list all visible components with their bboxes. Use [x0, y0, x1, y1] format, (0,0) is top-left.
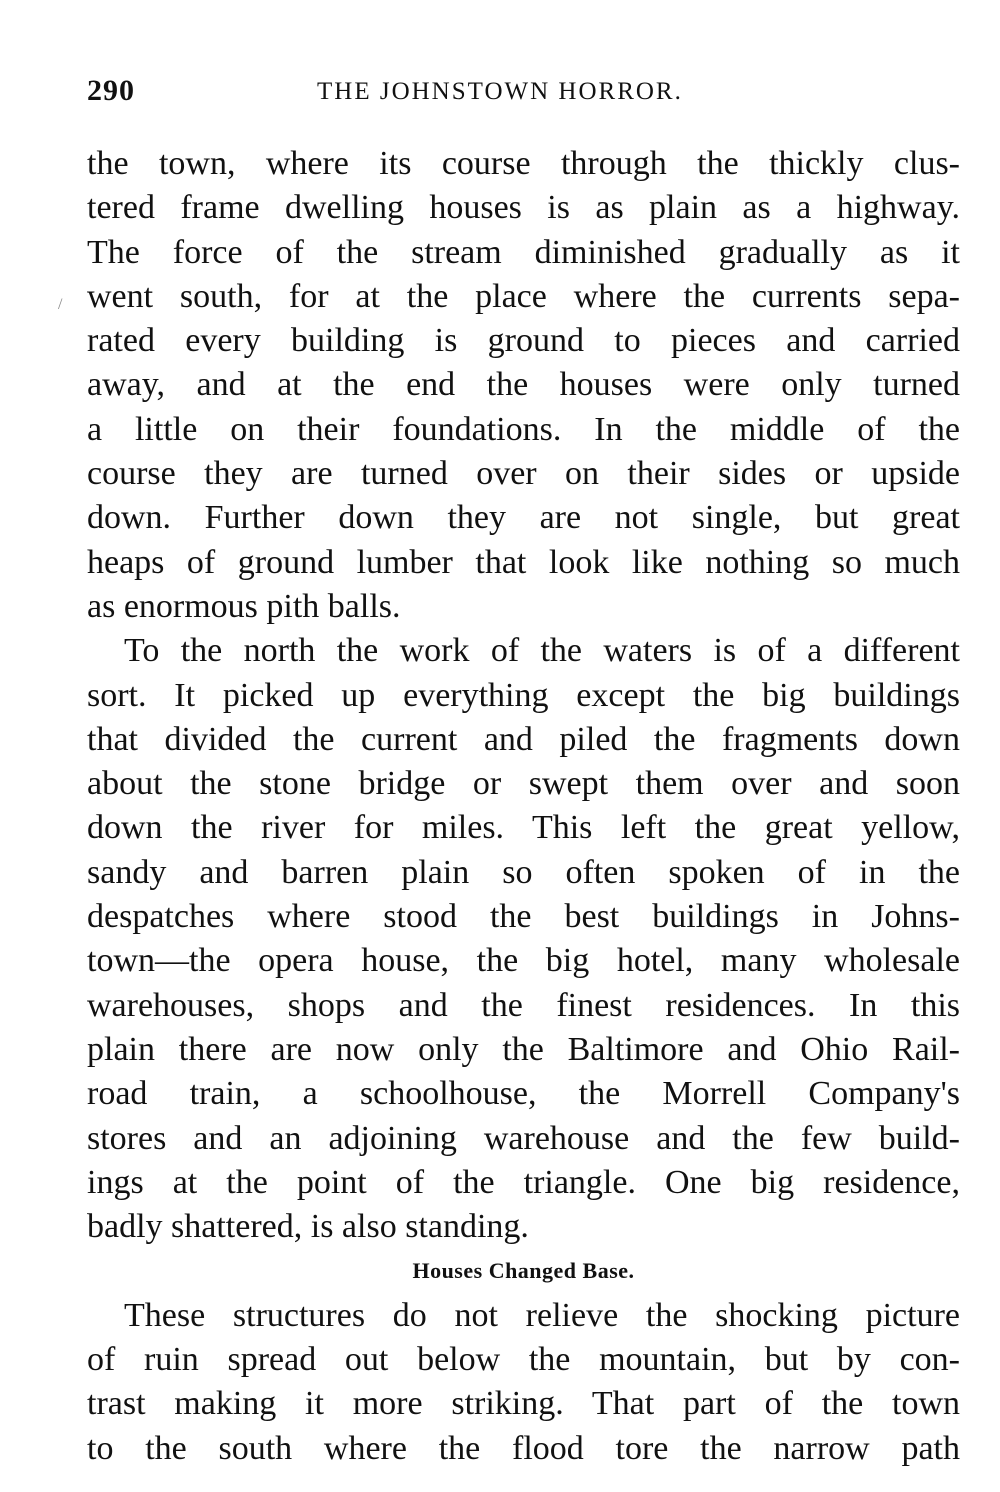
text-line: To the north the work of the waters is of a different — [124, 632, 960, 670]
text-line: a little on their foundations. In the middle of the — [87, 410, 960, 448]
text-line: about the stone bridge or swept them over and soon — [87, 765, 960, 803]
text-line: The force of the stream diminished gradually as it — [87, 233, 960, 271]
text-line: sandy and barren plain so often spoken of in the — [87, 853, 960, 891]
text-line: away, and at the end the houses were only turned — [87, 366, 960, 404]
body-text — [87, 142, 960, 1471]
text-line: heaps of ground lumber that look like nothing so much — [87, 543, 960, 581]
running-head — [87, 74, 960, 114]
text-line: despatches where stood the best buildings in Johns- — [87, 898, 960, 936]
text-line: as enormous pith balls. — [87, 587, 401, 625]
text-line: down the river for miles. This left the great yellow, — [87, 809, 960, 847]
page-number: 290 — [87, 74, 135, 107]
book-title: THE JOHNSTOWN HORROR. — [317, 78, 683, 105]
text-line: down. Further down they are not single, but great — [87, 499, 960, 537]
text-line: trast making it more striking. That part of the town — [87, 1385, 960, 1423]
text-line: rated every building is ground to pieces and carried — [87, 322, 960, 360]
text-line: These structures do not relieve the shocking picture — [124, 1296, 960, 1334]
text-line: ings at the point of the triangle. One big residence, — [87, 1163, 960, 1201]
paragraph-1 — [87, 142, 960, 629]
paragraph-2 — [87, 629, 960, 1249]
text-line: tered frame dwelling houses is as plain as a highway. — [87, 189, 960, 227]
text-line: the town, where its course through the thickly clus- — [87, 145, 960, 182]
text-line: stores and an adjoining warehouse and the few build- — [87, 1119, 960, 1157]
text-line: that divided the current and piled the fragments down — [87, 720, 960, 758]
paragraph-3 — [87, 1294, 960, 1471]
text-line: town—the opera house, the big hotel, many wholesale — [87, 942, 960, 980]
text-line: course they are turned over on their sides or upside — [87, 455, 960, 493]
text-line: sort. It picked up everything except the big buildings — [87, 676, 960, 714]
text-line: warehouses, shops and the finest residences. In this — [87, 986, 960, 1024]
text-line: to the south where the flood tore the narrow path — [87, 1429, 960, 1467]
text-line: went south, for at the place where the currents sepa- — [87, 277, 960, 315]
text-line: badly shattered, is also standing. — [87, 1208, 529, 1246]
section-subheading: Houses Changed Base. — [412, 1258, 635, 1284]
text-line: of ruin spread out below the mountain, but by con- — [87, 1341, 960, 1379]
text-line: road train, a schoolhouse, the Morrell Company's — [87, 1075, 960, 1113]
text-line: plain there are now only the Baltimore and Ohio Rail- — [87, 1030, 960, 1068]
scan-speck: / — [58, 296, 63, 313]
